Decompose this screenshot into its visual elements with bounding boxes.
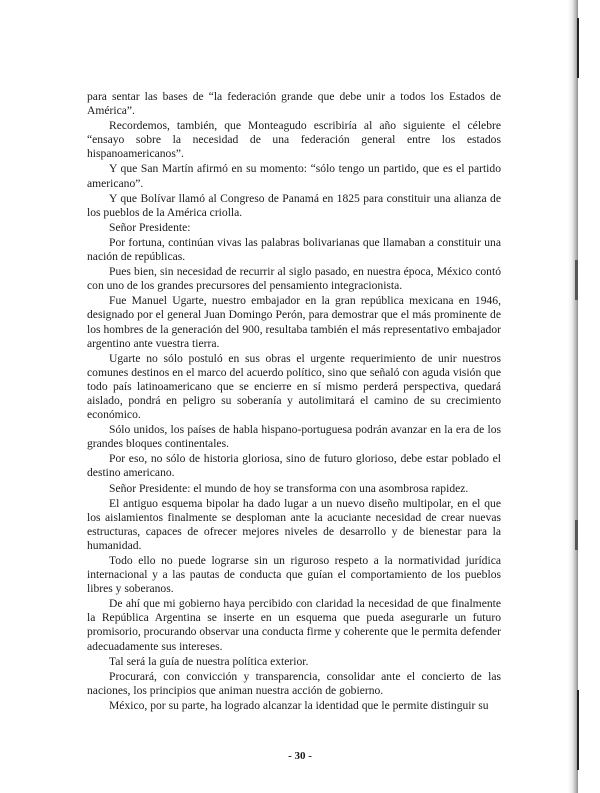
paragraph: Tal será la guía de nuestra política exterior. xyxy=(109,654,309,668)
paragraph: Por eso, no sólo de historia gloriosa, sino de futuro glorioso, debe estar poblado el destino americano. xyxy=(87,452,501,480)
paragraph: Procurará, con convicción y transparencia, consolidar ante el concierto de las naciones, los principios que animan nuestra acción de gobierno. xyxy=(87,669,501,697)
paragraph: para sentar las bases de “la federación grande que debe unir a todos los Estados de América”. xyxy=(87,90,501,118)
paragraph: El antiguo esquema bipolar ha dado lugar a un nuevo diseño multipolar, en el que los aislamientos finalmente se desploman ante la acuciante necesidad de crear nuevas estructuras, capaces de ofrecer mejores niveles de desarrollo y de bienestar para la humanidad. xyxy=(87,496,501,552)
paragraph: De ahí que mi gobierno haya percibido con claridad la necesidad de que finalmente la República Argentina se inserte en un esquema que pueda asegurarle un futuro promisorio, procurando observar una conducta firme y coherente que le permita defender adecuadamente sus intereses. xyxy=(87,597,501,653)
page-gutter-shadow xyxy=(568,0,578,793)
body-text xyxy=(87,90,501,713)
paragraph: Recordemos, también, que Monteagudo escribiría al año siguiente el célebre “ensayo sobre la necesidad de una federación general entre los estados hispanoamericanos”. xyxy=(87,119,501,161)
gutter-speck xyxy=(575,260,578,300)
paragraph: Y que Bolívar llamó al Congreso de Panamá en 1825 para constituir una alianza de los pueblos de la América criolla. xyxy=(87,191,501,219)
paragraph: Ugarte no sólo postuló en sus obras el urgente requerimiento de unir nuestros comunes destinos en el marco del acuerdo político, sino que señaló con aguda visión que todo país latinoamericano que se encierre en sí mismo perderá perspectiva, quedará aislado, pondrá en peligro su soberanía y autolimitará el camino de su crecimiento económico. xyxy=(87,351,501,422)
paragraph: México, por su parte, ha logrado alcanzar la identidad que le permite distinguir su xyxy=(109,698,489,712)
paragraph: Señor Presidente: el mundo de hoy se transforma con una asombrosa rapidez. xyxy=(109,481,469,495)
page-number: - 30 - xyxy=(288,750,312,762)
gutter-line xyxy=(577,18,579,78)
paragraph: Pues bien, sin necesidad de recurrir al siglo pasado, en nuestra época, México contó con uno de los grandes precursores del pensamiento integracionista. xyxy=(87,265,501,293)
paragraph: Por fortuna, continúan vivas las palabras bolivarianas que llamaban a constituir una nación de repúblicas. xyxy=(87,235,501,264)
paragraph: Fue Manuel Ugarte, nuestro embajador en la gran república mexicana en 1946, designado por el general Juan Domingo Perón, para demostrar que el más prominente de los hombres de la generación del 900, resultaba también el más representativo embajador argentino ante vuestra tierra. xyxy=(87,294,501,350)
paragraph: Todo ello no puede lograrse sin un riguroso respeto a la normatividad jurídica internacional y a las pautas de conducta que guían el comportamiento de los pueblos libres y soberanos. xyxy=(87,554,501,596)
gutter-speck xyxy=(575,520,578,550)
paragraph: Señor Presidente: xyxy=(109,220,191,234)
paragraph: Sólo unidos, los países de habla hispano-portuguesa podrán avanzar en la era de los grandes bloques continentales. xyxy=(87,423,501,451)
paragraph: Y que San Martín afirmó en su momento: “sólo tengo un partido, que es el partido americano”. xyxy=(87,162,501,190)
